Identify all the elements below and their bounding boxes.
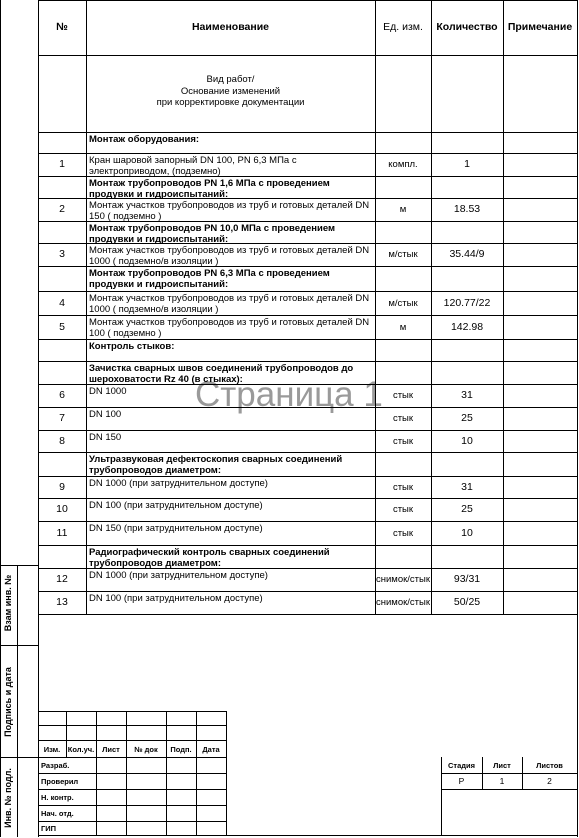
row-number: 2 [59,203,65,215]
row-unit: стык [392,527,414,539]
row-qty: 93/31 [453,573,481,585]
side-label-podpis: Подпись и дата [3,667,13,737]
row-unit: м [399,204,407,215]
tb-col-label: Дата [202,744,220,754]
tb-role-col [96,757,97,835]
row-qty: 50/25 [453,596,481,608]
section-heading: Радиографический контроль сварных соединений трубопроводов диаметром: [89,547,330,568]
table-row-line [38,55,577,56]
section-heading: Монтаж трубопроводов PN 1,6 МПа с проведением продувки и гидроиспытаний: [89,178,330,198]
table-row-line [38,614,577,615]
side-label-inv-podl: Инв. № подл. [3,768,13,828]
tb-col-label: Лист [102,744,120,754]
row-unit: снимок/стык [376,597,430,608]
row-name: DN 100 [89,409,122,420]
tb-grid-col [226,711,227,757]
row-name: Монтаж участков трубопроводов из труб и готовых деталей DN 1000 ( подземно/в изоляции ) [89,245,370,266]
row-number: 3 [59,248,65,260]
header-note: Примечание [507,21,573,33]
section-heading: Зачистка сварных швов соединений трубопроводов до шероховатости Rz 40 (в стыках): [89,363,354,384]
tb-role-col [196,757,197,835]
tb-col-label: Изм. [43,744,61,754]
tb-role-col [126,757,127,835]
table-col-line [503,0,504,614]
tb-col-label: Подп. [170,744,192,754]
row-qty: 10 [461,526,473,539]
tb-role: Разраб. [41,760,70,770]
row-name: DN 1000 (при затруднительном доступе) [89,478,268,489]
row-qty: 35.44/9 [449,248,485,260]
row-number: 8 [59,434,65,447]
row-name: DN 1000 [89,386,127,397]
row-qty: 31 [461,480,473,493]
row-number: 6 [59,389,65,401]
row-number: 11 [56,526,68,539]
section-heading: Ультразвуковая дефектоскопия сварных соединений трубопроводов диаметром: [89,454,343,476]
row-name: DN 100 (при затруднительном доступе) [89,500,263,511]
row-qty: 120.77/22 [443,296,491,309]
intro-line: Основание изменений [180,85,281,97]
tb-col-label: Кол.уч. [67,744,95,754]
row-number: 1 [59,158,65,170]
row-name: Монтаж участков трубопроводов из труб и готовых деталей DN 100 ( подземно ) [89,317,370,339]
row-unit: м/стык [388,297,418,309]
tb-stage-label: Стадия [447,760,475,770]
tb-sheets-label: Листов [536,760,563,770]
tb-role: Нач. отд. [41,808,74,818]
header-name: Наименование [191,21,270,33]
row-name: DN 150 [89,432,122,443]
intro-text [86,60,375,132]
tb-stage-value: Р [458,775,465,786]
tb-role: ГИП [41,823,57,833]
row-unit: стык [392,435,414,447]
row-name: DN 100 (при затруднительном доступе) [89,593,263,604]
row-name: Монтаж участков трубопроводов из труб и готовых деталей DN 1000 ( подземно/в изоляции ) [89,293,370,315]
tb-role-col [166,757,167,835]
row-name: DN 1000 (при затруднительном доступе) [89,570,268,581]
tb-stage-line2 [441,789,577,790]
row-number: 13 [56,596,68,608]
row-qty: 18.53 [453,203,481,215]
row-number: 7 [59,412,65,424]
side-label-vzam: Взам инв. № [3,574,13,632]
page-watermark: Страница 1 [195,375,383,414]
table-col-line [577,0,578,614]
section-heading: Монтаж оборудования: [89,134,200,145]
intro-line: при корректировке документации [156,97,305,108]
row-qty: 25 [461,503,473,515]
side-strip-sep1 [0,645,38,646]
row-unit: стык [392,481,414,493]
section-heading: Монтаж трубопроводов PN 6,3 МПа с проведением продувки и гидроиспытаний: [89,268,330,290]
row-unit: стык [392,504,414,515]
row-qty: 10 [461,434,473,447]
row-unit: снимок/стык [376,574,430,585]
row-unit: стык [392,413,414,424]
section-heading: Монтаж трубопроводов PN 10,0 МПа с проведением продувки и гидроиспытаний: [89,223,336,243]
tb-main-divider [226,757,227,835]
tb-role: Н. контр. [41,792,74,802]
row-number: 5 [59,320,65,333]
tb-sheet-value: 1 [499,775,505,786]
tb-sheets-value: 2 [547,775,552,786]
section-heading: Контроль стыков: [89,341,175,352]
row-name: DN 150 (при затруднительном доступе) [89,523,263,534]
row-number: 12 [56,573,68,585]
row-qty: 25 [461,412,473,424]
header-qty: Количество [436,21,498,33]
tb-role: Проверил [41,776,79,786]
tb-role-line [38,835,226,836]
row-unit: стык [392,390,414,401]
header-num: № [56,21,68,33]
intro-line: Вид работ/ [206,74,255,85]
row-qty: 142.98 [450,320,484,333]
row-number: 10 [56,503,68,515]
row-qty: 31 [461,389,473,401]
row-name: Кран шаровой запорный DN 100, PN 6,3 МПа с электроприводом, (подземно) [89,155,297,176]
row-name: Монтаж участков трубопроводов из труб и готовых деталей DN 150 ( подземно ) [89,200,370,221]
row-unit: м/стык [388,249,418,260]
side-strip-divider [17,565,18,837]
row-qty: 1 [464,158,470,170]
header-unit: Ед. изм. [383,21,423,33]
row-number: 4 [59,296,65,309]
tb-sheet-label: Лист [493,760,511,770]
row-unit: м [399,321,407,333]
row-number: 9 [59,480,65,493]
left-border [0,0,1,837]
row-unit: компл. [388,159,418,170]
tb-col-label: № док [134,744,158,754]
